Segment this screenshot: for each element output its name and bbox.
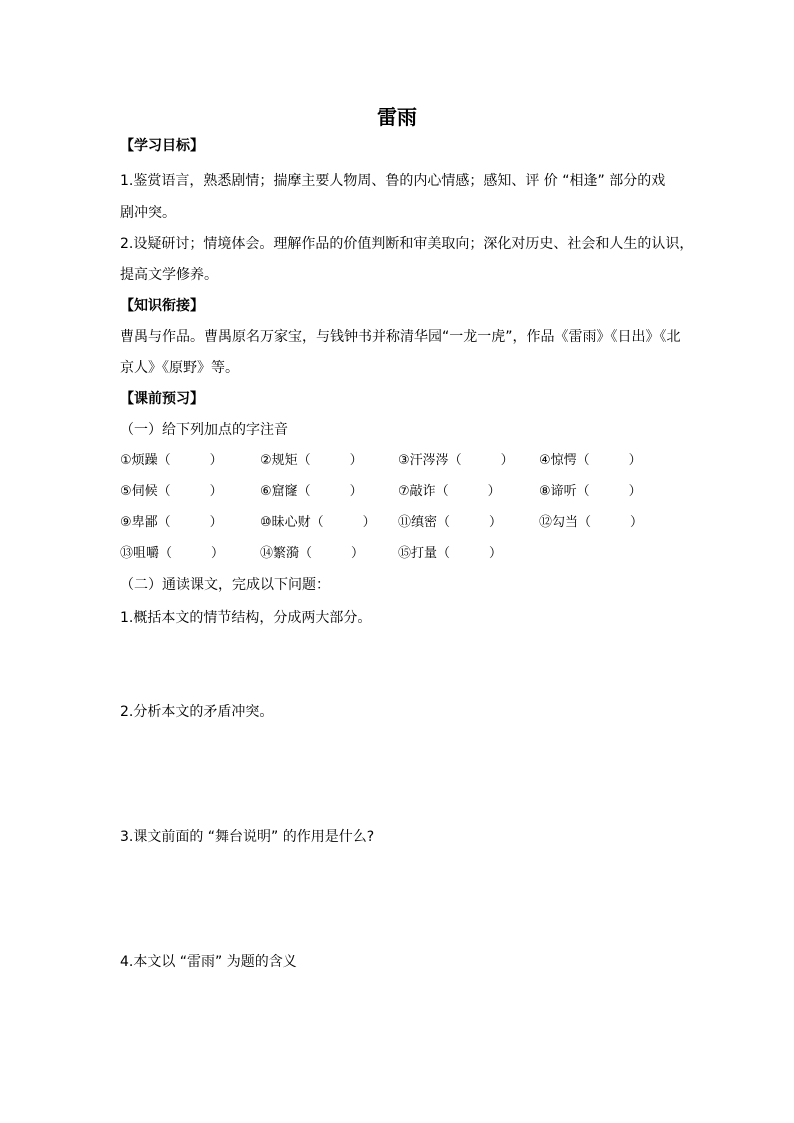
question-3: 3.课文前面的 “舞台说明” 的作用是什么? <box>120 829 375 845</box>
pinyin-item: ⑧谛听（ ） <box>539 484 642 499</box>
preview-part2-title: （二）通读课文，完成以下问题： <box>120 577 330 593</box>
question-1: 1.概括本文的情节结构，分成两大部分。 <box>120 610 372 626</box>
pinyin-item: ⑬咀嚼（ ） <box>120 546 225 561</box>
pinyin-item: ⑨卑鄙（ ） <box>120 515 223 530</box>
objective-1-line-1: 1.鉴赏语言，熟悉剧情；揣摩主要人物周、鲁的内心情感；感知、评 价 “相逢” 部分的戏 <box>120 173 666 189</box>
objective-2-line-1: 2.设疑研讨；情境体会。理解作品的价值判断和审美取向；深化对历史、社会和人生的认识， <box>120 236 694 252</box>
section-heading-objectives: 【学习目标】 <box>120 138 204 154</box>
pinyin-row <box>120 543 680 565</box>
knowledge-line-2: 京人》《原野》等。 <box>120 360 239 376</box>
pinyin-item: ①烦躁（ ） <box>120 453 223 468</box>
pinyin-item: ⑩昧心财（ ） <box>260 515 376 530</box>
pinyin-row <box>120 481 680 503</box>
objective-2-line-2: 提高文学修养。 <box>120 267 218 283</box>
pinyin-item: ⑪缜密（ ） <box>398 515 503 530</box>
pinyin-item: ④惊愕（ ） <box>539 453 642 468</box>
knowledge-line-1: 曹禺与作品。曹禺原名万家宝，与钱钟书并称清华园“一龙一虎”，作品《雷雨》《日出》《北 <box>120 329 681 345</box>
question-2: 2.分析本文的矛盾冲突。 <box>120 704 274 720</box>
pinyin-item: ⑫勾当（ ） <box>539 515 644 530</box>
pinyin-row <box>120 450 680 472</box>
pinyin-row <box>120 512 680 534</box>
pinyin-item: ②规矩（ ） <box>260 453 363 468</box>
pinyin-item: ⑥窟窿（ ） <box>260 484 363 499</box>
pinyin-item: ③汗涔涔（ ） <box>398 453 514 468</box>
section-heading-preview: 【课前预习】 <box>120 391 204 407</box>
pinyin-item: ⑭繁漪（ ） <box>260 546 365 561</box>
pinyin-item: ⑮打量（ ） <box>398 546 503 561</box>
question-4: 4.本文以 “雷雨” 为题的含义 <box>120 954 297 970</box>
objective-1-line-2: 剧冲突。 <box>120 205 176 221</box>
pinyin-item: ⑤伺候（ ） <box>120 484 223 499</box>
preview-part1-title: （一）给下列加点的字注音 <box>120 422 288 438</box>
pinyin-item: ⑦敲诈（ ） <box>398 484 501 499</box>
section-heading-knowledge: 【知识衔接】 <box>120 298 204 314</box>
page-title: 雷雨 <box>377 105 417 129</box>
